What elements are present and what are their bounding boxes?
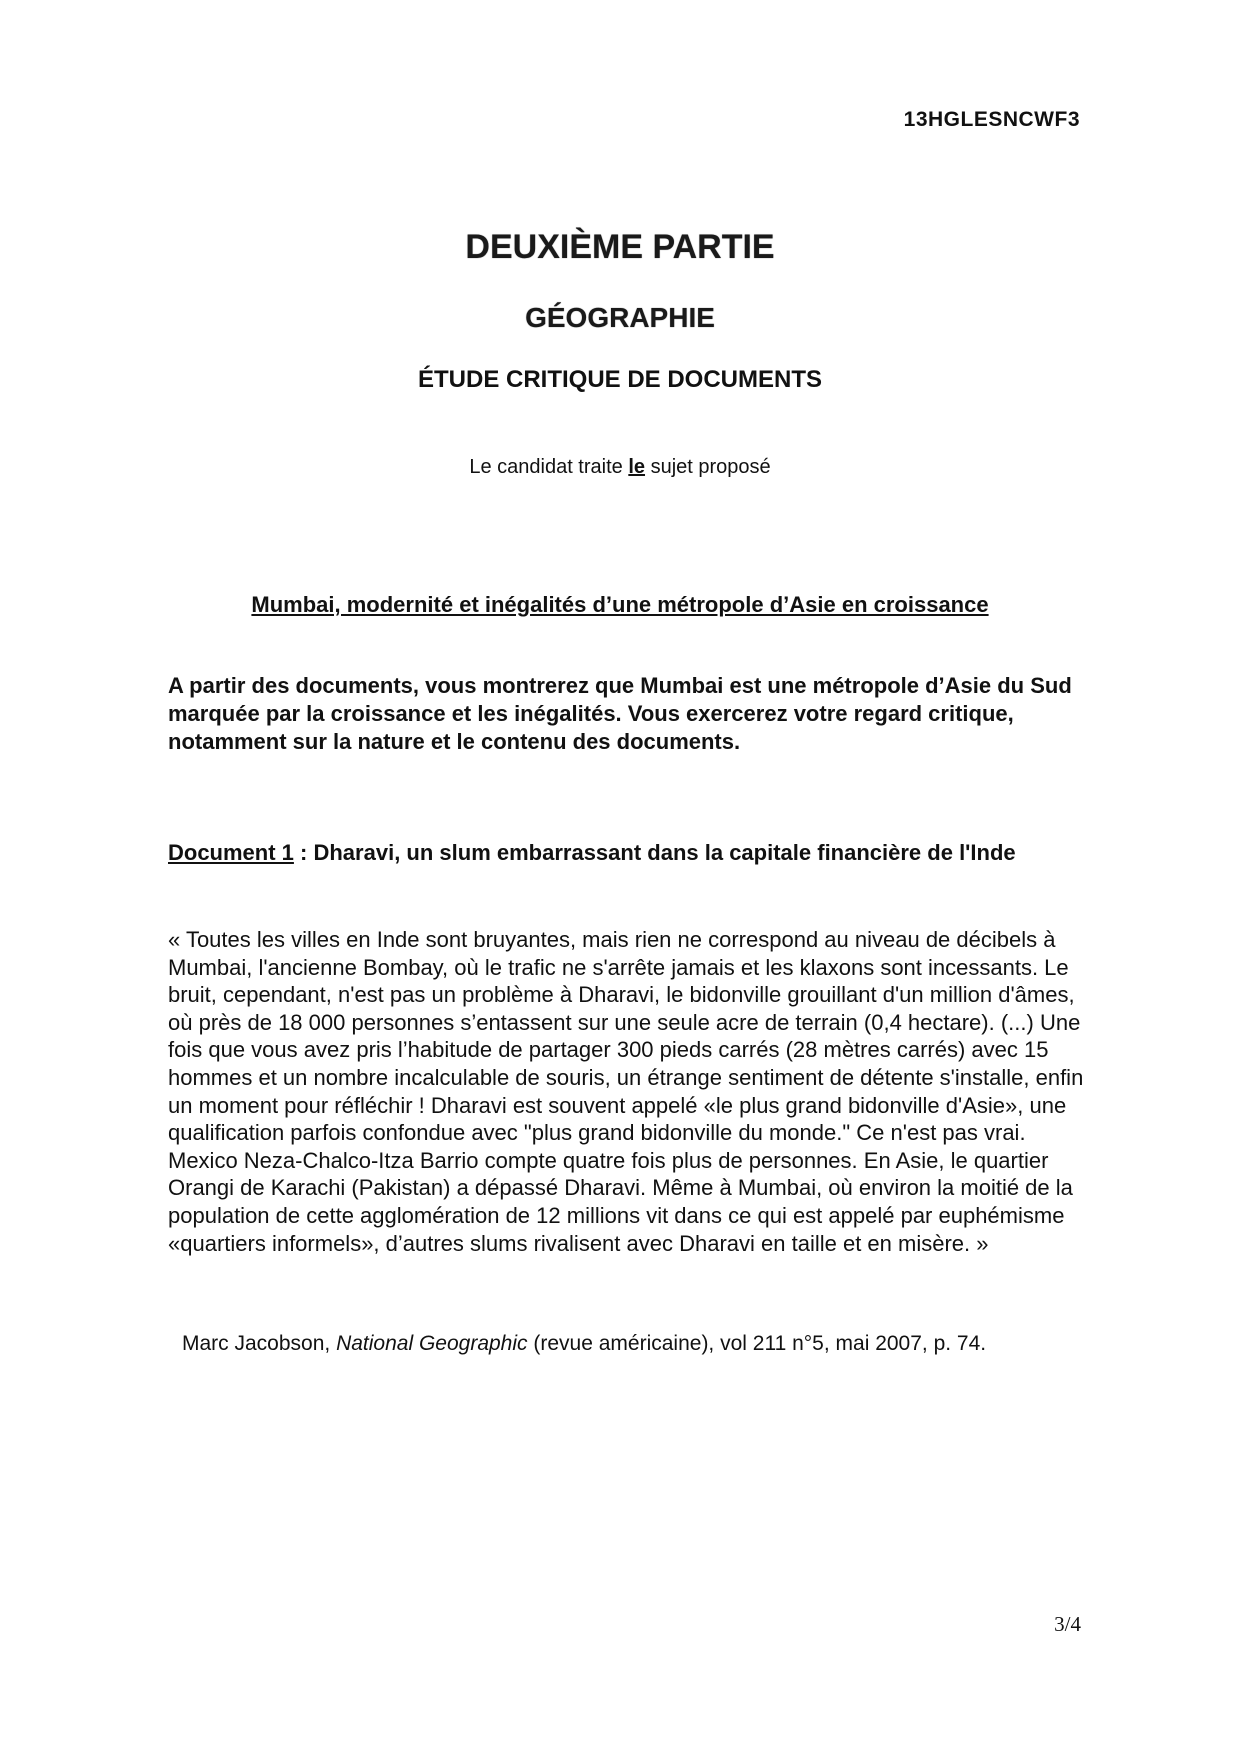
source-details: (revue américaine), vol 211 n°5, mai 2007, p. 74. (527, 1332, 987, 1355)
instruction-emphasis: le (628, 456, 646, 478)
exam-code: 13HGLESNCWF3 (903, 108, 1080, 131)
instruction-before: Le candidat traite (469, 456, 629, 478)
document-1-label: Document 1 (168, 840, 294, 865)
subject-title: Mumbai, modernité et inégalités d’une métropole d’Asie en croissance (251, 592, 989, 617)
document-1-title: Dharavi, un slum embarrassant dans la capitale financière de l'Inde (313, 840, 1016, 865)
part-title: DEUXIÈME PARTIE (465, 228, 775, 266)
instruction-line (0, 456, 1240, 479)
document-1-heading (168, 839, 1068, 867)
exercise-title: ÉTUDE CRITIQUE DE DOCUMENTS (417, 366, 822, 393)
document-1-quote: « Toutes les villes en Inde sont bruyantes, mais rien ne correspond au niveau de décibels à Mumbai, l'ancienne Bombay, où le trafic ne s'arrête jamais et les klaxons sont incessants. Le bruit, cependant, n'est pas un problème à Dharavi, le bidonville grouillant d'un million d'âmes, où près de 18 000 personnes s’entassent sur une seule acre de terrain (0,4 hectare). (...) Une fois que vous avez pris l’habitude de partager 300 pieds carrés (28 mètres carrés) avec 15 hommes et un nombre incalculable de souris, un étrange sentiment de détente s'installe, enfin un moment pour réfléchir ! Dharavi est souvent appelé «le plus grand bidonville d'Asie», une qualification parfois confondue avec "plus grand bidonville du monde." Ce n'est pas vrai. Mexico Neza-Chalco-Itza Barrio compte quatre fois plus de personnes. En Asie, le quartier Orangi de Karachi (Pakistan) a dépassé Dharavi. Même à Mumbai, où environ la moitié de la population de cette agglomération de 12 millions vit dans ce qui est appelé par euphémisme «quartiers informels», d’autres slums rivalisent avec Dharavi en taille et en misère. » (168, 927, 1084, 1256)
source-publication: National Geographic (336, 1332, 528, 1355)
page-number: 3/4 (1054, 1612, 1081, 1636)
document-1-separator: : (293, 840, 314, 865)
source-author: Marc Jacobson, (182, 1332, 337, 1355)
instruction-after: sujet proposé (645, 456, 771, 478)
discipline-title: GÉOGRAPHIE (525, 302, 715, 333)
document-1-source (182, 1332, 1112, 1356)
consigne-text: A partir des documents, vous montrerez que Mumbai est une métropole d’Asie du Sud marquée par la croissance et les inégalités. Vous exercerez votre regard critique, notamment sur la nature et le contenu des documents. (168, 673, 1072, 754)
